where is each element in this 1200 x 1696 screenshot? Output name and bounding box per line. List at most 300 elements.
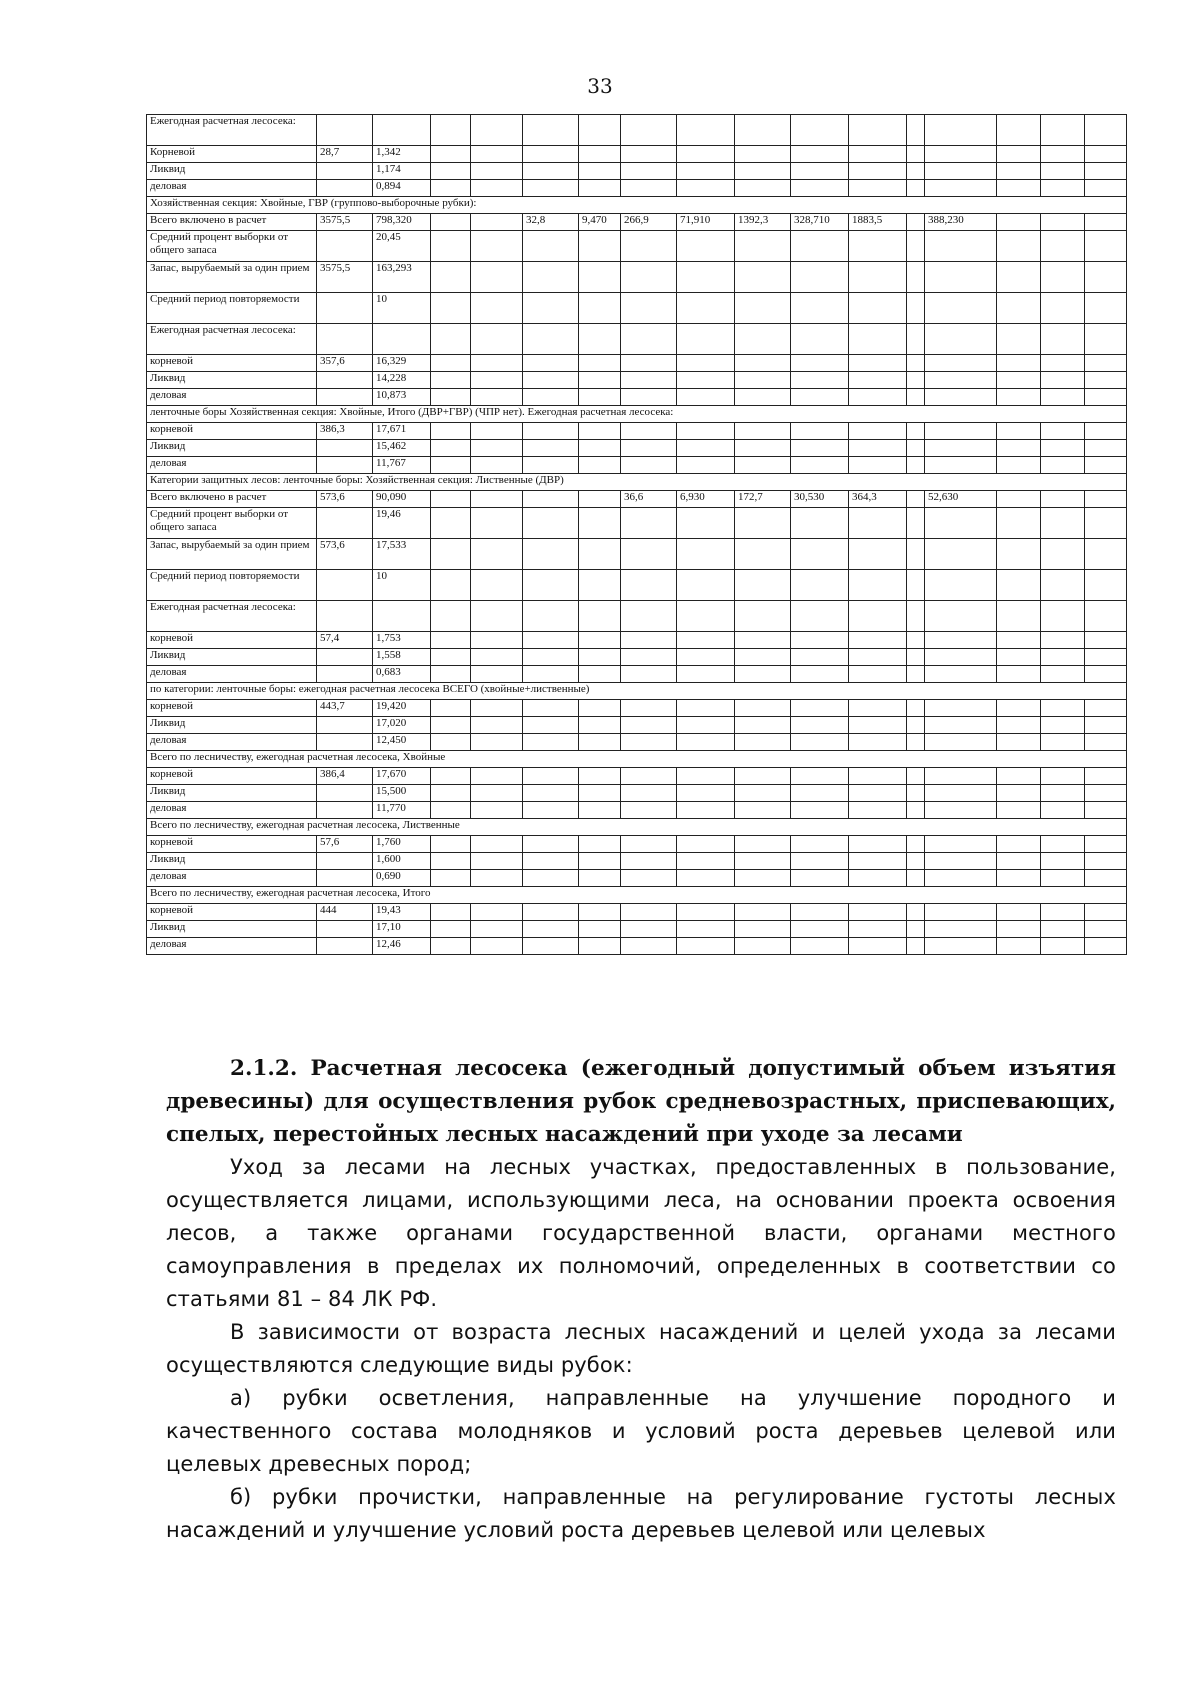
value-cell <box>907 632 925 649</box>
value-cell <box>907 853 925 870</box>
value-cell <box>1041 180 1085 197</box>
value-cell <box>735 389 791 406</box>
value-cell <box>925 372 997 389</box>
value-cell <box>925 262 997 293</box>
value-cell <box>621 921 677 938</box>
value-cell: 1883,5 <box>849 214 907 231</box>
value-cell <box>791 262 849 293</box>
value-cell <box>1041 163 1085 180</box>
value-cell <box>925 870 997 887</box>
value-cell <box>791 717 849 734</box>
value-cell <box>621 423 677 440</box>
value-cell <box>621 146 677 163</box>
value-cell <box>317 508 373 539</box>
value-cell <box>997 262 1041 293</box>
value-cell <box>849 700 907 717</box>
value-cell <box>735 355 791 372</box>
value-cell <box>677 508 735 539</box>
value-cell <box>791 921 849 938</box>
table-section-row <box>147 406 1127 423</box>
value-cell <box>997 870 1041 887</box>
value-cell <box>925 180 997 197</box>
value-cell <box>431 146 471 163</box>
table-row <box>147 836 1127 853</box>
value-cell <box>471 836 523 853</box>
value-cell <box>621 870 677 887</box>
table-row <box>147 355 1127 372</box>
value-cell <box>907 146 925 163</box>
row-label-cell: корневой <box>147 423 317 440</box>
value-cell <box>907 372 925 389</box>
value-cell <box>471 785 523 802</box>
value-cell <box>925 389 997 406</box>
value-cell <box>735 700 791 717</box>
value-cell <box>621 853 677 870</box>
value-cell <box>1041 717 1085 734</box>
value-cell <box>621 115 677 146</box>
value-cell <box>579 389 621 406</box>
value-cell <box>907 262 925 293</box>
value-cell <box>523 836 579 853</box>
paragraph: а) рубки осветления, направленные на улучшение породного и качественного состава молодняков и условий роста деревьев целевой или целевых древесных пород; <box>166 1386 1116 1476</box>
value-cell <box>849 717 907 734</box>
value-cell <box>523 921 579 938</box>
row-label-cell: Средний период повторяемости <box>147 570 317 601</box>
value-cell <box>579 262 621 293</box>
value-cell <box>523 717 579 734</box>
value-cell <box>523 491 579 508</box>
value-cell <box>997 355 1041 372</box>
value-cell: 0,683 <box>373 666 431 683</box>
value-cell <box>849 180 907 197</box>
value-cell <box>791 666 849 683</box>
table-section-row <box>147 197 1127 214</box>
value-cell: 573,6 <box>317 539 373 570</box>
value-cell <box>471 570 523 601</box>
table-row <box>147 570 1127 601</box>
table-row <box>147 231 1127 262</box>
value-cell <box>849 231 907 262</box>
value-cell <box>471 324 523 355</box>
table-row <box>147 632 1127 649</box>
value-cell <box>677 836 735 853</box>
value-cell <box>471 632 523 649</box>
value-cell <box>431 768 471 785</box>
row-label-cell: Ликвид <box>147 853 317 870</box>
value-cell <box>579 423 621 440</box>
value-cell <box>677 666 735 683</box>
value-cell <box>579 539 621 570</box>
value-cell <box>1041 666 1085 683</box>
value-cell <box>677 539 735 570</box>
value-cell <box>791 508 849 539</box>
value-cell: 443,7 <box>317 700 373 717</box>
value-cell <box>471 423 523 440</box>
row-label-cell: Ежегодная расчетная лесосека: <box>147 601 317 632</box>
value-cell <box>373 115 431 146</box>
value-cell <box>907 904 925 921</box>
value-cell: 30,530 <box>791 491 849 508</box>
value-cell <box>471 649 523 666</box>
value-cell <box>317 802 373 819</box>
value-cell <box>907 539 925 570</box>
value-cell <box>907 214 925 231</box>
value-cell: 1392,3 <box>735 214 791 231</box>
value-cell <box>523 389 579 406</box>
value-cell <box>579 163 621 180</box>
value-cell <box>523 440 579 457</box>
value-cell <box>1085 853 1127 870</box>
value-cell <box>791 649 849 666</box>
value-cell <box>735 717 791 734</box>
value-cell <box>925 293 997 324</box>
value-cell <box>317 938 373 955</box>
value-cell <box>907 163 925 180</box>
value-cell <box>317 440 373 457</box>
value-cell <box>925 836 997 853</box>
table-section-row <box>147 887 1127 904</box>
value-cell <box>791 870 849 887</box>
value-cell <box>431 700 471 717</box>
value-cell <box>317 115 373 146</box>
value-cell <box>677 262 735 293</box>
value-cell <box>997 700 1041 717</box>
value-cell: 9,470 <box>579 214 621 231</box>
value-cell <box>1041 570 1085 601</box>
value-cell <box>677 802 735 819</box>
value-cell <box>925 423 997 440</box>
value-cell <box>1041 768 1085 785</box>
value-cell: 386,4 <box>317 768 373 785</box>
value-cell <box>431 870 471 887</box>
value-cell <box>431 632 471 649</box>
value-cell <box>621 180 677 197</box>
row-label-cell: деловая <box>147 666 317 683</box>
value-cell <box>791 163 849 180</box>
value-cell <box>997 163 1041 180</box>
value-cell <box>579 146 621 163</box>
table-section-row <box>147 751 1127 768</box>
value-cell <box>471 115 523 146</box>
value-cell <box>523 355 579 372</box>
value-cell <box>677 938 735 955</box>
value-cell: 57,4 <box>317 632 373 649</box>
value-cell <box>1041 921 1085 938</box>
table-row <box>147 904 1127 921</box>
value-cell <box>317 649 373 666</box>
value-cell: 90,090 <box>373 491 431 508</box>
allowable-cut-table <box>146 114 1127 955</box>
value-cell: 16,329 <box>373 355 431 372</box>
value-cell <box>621 372 677 389</box>
value-cell <box>925 115 997 146</box>
value-cell <box>471 440 523 457</box>
table-row <box>147 785 1127 802</box>
value-cell <box>925 163 997 180</box>
value-cell <box>523 700 579 717</box>
value-cell <box>579 632 621 649</box>
value-cell <box>373 324 431 355</box>
row-label-cell: Всего включено в расчет <box>147 491 317 508</box>
value-cell <box>907 938 925 955</box>
table-row <box>147 700 1127 717</box>
value-cell: 444 <box>317 904 373 921</box>
row-label-cell: Ликвид <box>147 440 317 457</box>
value-cell <box>907 649 925 666</box>
value-cell: 15,500 <box>373 785 431 802</box>
value-cell <box>1041 938 1085 955</box>
value-cell <box>317 231 373 262</box>
value-cell <box>735 802 791 819</box>
value-cell <box>849 457 907 474</box>
value-cell <box>735 570 791 601</box>
value-cell <box>677 440 735 457</box>
section-text <box>166 1052 1116 1547</box>
value-cell <box>471 146 523 163</box>
value-cell <box>1041 836 1085 853</box>
value-cell <box>621 734 677 751</box>
value-cell <box>1085 785 1127 802</box>
value-cell <box>621 508 677 539</box>
table-row <box>147 324 1127 355</box>
row-label-cell: деловая <box>147 870 317 887</box>
value-cell <box>791 324 849 355</box>
value-cell <box>1041 601 1085 632</box>
value-cell <box>677 355 735 372</box>
value-cell <box>471 734 523 751</box>
value-cell <box>677 785 735 802</box>
value-cell <box>907 491 925 508</box>
value-cell <box>735 734 791 751</box>
value-cell: 17,10 <box>373 921 431 938</box>
value-cell <box>431 324 471 355</box>
value-cell <box>791 355 849 372</box>
value-cell <box>621 666 677 683</box>
value-cell <box>997 146 1041 163</box>
table-row <box>147 423 1127 440</box>
section-title-cell: Всего по лесничеству, ежегодная расчетная лесосека, Лиственные <box>147 819 1127 836</box>
value-cell <box>791 180 849 197</box>
value-cell <box>907 570 925 601</box>
value-cell <box>579 293 621 324</box>
value-cell <box>621 632 677 649</box>
section-title-cell: Хозяйственная секция: Хвойные, ГВР (группово-выборочные рубки): <box>147 197 1127 214</box>
value-cell <box>925 802 997 819</box>
value-cell <box>523 632 579 649</box>
row-label-cell: корневой <box>147 836 317 853</box>
value-cell <box>907 666 925 683</box>
value-cell <box>431 853 471 870</box>
value-cell <box>471 163 523 180</box>
value-cell <box>735 180 791 197</box>
value-cell <box>621 836 677 853</box>
value-cell <box>677 389 735 406</box>
value-cell <box>849 372 907 389</box>
value-cell <box>579 372 621 389</box>
value-cell <box>791 632 849 649</box>
value-cell <box>791 231 849 262</box>
value-cell <box>523 508 579 539</box>
row-label-cell: Ликвид <box>147 649 317 666</box>
value-cell <box>523 262 579 293</box>
value-cell <box>579 649 621 666</box>
value-cell <box>621 440 677 457</box>
value-cell <box>907 717 925 734</box>
value-cell <box>925 700 997 717</box>
value-cell <box>431 440 471 457</box>
value-cell <box>1085 180 1127 197</box>
table-row <box>147 440 1127 457</box>
value-cell <box>791 601 849 632</box>
row-label-cell: деловая <box>147 389 317 406</box>
table-row <box>147 870 1127 887</box>
value-cell <box>1085 372 1127 389</box>
row-label-cell: Средний процент выборки от общего запаса <box>147 231 317 262</box>
value-cell <box>579 853 621 870</box>
table-body <box>147 115 1127 955</box>
value-cell <box>1041 539 1085 570</box>
value-cell <box>1085 666 1127 683</box>
value-cell <box>735 836 791 853</box>
value-cell: 1,342 <box>373 146 431 163</box>
value-cell <box>735 293 791 324</box>
value-cell <box>997 231 1041 262</box>
value-cell: 19,420 <box>373 700 431 717</box>
value-cell <box>1041 355 1085 372</box>
value-cell <box>907 870 925 887</box>
page-number: 33 <box>587 74 613 98</box>
value-cell <box>431 372 471 389</box>
value-cell <box>317 180 373 197</box>
table-section-row <box>147 819 1127 836</box>
row-label-cell: корневой <box>147 355 317 372</box>
value-cell <box>907 293 925 324</box>
value-cell <box>579 601 621 632</box>
value-cell <box>431 570 471 601</box>
value-cell: 14,228 <box>373 372 431 389</box>
value-cell <box>579 717 621 734</box>
value-cell <box>431 921 471 938</box>
value-cell: 357,6 <box>317 355 373 372</box>
value-cell <box>791 372 849 389</box>
value-cell <box>997 324 1041 355</box>
value-cell: 19,46 <box>373 508 431 539</box>
value-cell <box>1085 768 1127 785</box>
value-cell <box>997 666 1041 683</box>
value-cell <box>471 372 523 389</box>
value-cell <box>1041 700 1085 717</box>
value-cell <box>849 649 907 666</box>
value-cell <box>907 423 925 440</box>
value-cell <box>317 389 373 406</box>
value-cell <box>677 921 735 938</box>
value-cell <box>431 262 471 293</box>
value-cell <box>997 423 1041 440</box>
value-cell <box>849 601 907 632</box>
value-cell <box>1085 440 1127 457</box>
value-cell <box>317 853 373 870</box>
value-cell <box>907 180 925 197</box>
value-cell <box>1041 870 1085 887</box>
value-cell <box>1085 457 1127 474</box>
value-cell <box>997 389 1041 406</box>
row-label-cell: Средний период повторяемости <box>147 293 317 324</box>
value-cell <box>523 293 579 324</box>
value-cell <box>621 539 677 570</box>
value-cell <box>523 649 579 666</box>
value-cell <box>471 457 523 474</box>
value-cell <box>431 423 471 440</box>
value-cell <box>735 423 791 440</box>
table-row <box>147 508 1127 539</box>
value-cell <box>523 423 579 440</box>
value-cell <box>677 231 735 262</box>
value-cell <box>849 921 907 938</box>
value-cell: 3575,5 <box>317 262 373 293</box>
value-cell: 10 <box>373 293 431 324</box>
value-cell: 36,6 <box>621 491 677 508</box>
value-cell <box>1041 853 1085 870</box>
value-cell <box>471 508 523 539</box>
value-cell <box>791 389 849 406</box>
value-cell: 20,45 <box>373 231 431 262</box>
value-cell <box>1085 601 1127 632</box>
value-cell: 328,710 <box>791 214 849 231</box>
value-cell <box>791 700 849 717</box>
table-row <box>147 768 1127 785</box>
value-cell <box>431 666 471 683</box>
table-row <box>147 180 1127 197</box>
value-cell <box>621 649 677 666</box>
value-cell <box>849 146 907 163</box>
row-label-cell: Средний процент выборки от общего запаса <box>147 508 317 539</box>
value-cell <box>907 389 925 406</box>
value-cell <box>523 938 579 955</box>
value-cell <box>1041 785 1085 802</box>
value-cell <box>621 389 677 406</box>
value-cell <box>735 938 791 955</box>
value-cell <box>621 717 677 734</box>
value-cell <box>849 163 907 180</box>
value-cell: 10 <box>373 570 431 601</box>
value-cell <box>997 853 1041 870</box>
value-cell <box>523 785 579 802</box>
value-cell <box>431 389 471 406</box>
value-cell <box>471 491 523 508</box>
value-cell <box>677 649 735 666</box>
value-cell <box>523 539 579 570</box>
value-cell: 17,671 <box>373 423 431 440</box>
value-cell <box>579 938 621 955</box>
value-cell <box>735 539 791 570</box>
value-cell <box>471 768 523 785</box>
value-cell <box>997 491 1041 508</box>
value-cell <box>907 457 925 474</box>
value-cell <box>907 324 925 355</box>
value-cell <box>735 666 791 683</box>
value-cell <box>431 508 471 539</box>
section-title-cell: по категории: ленточные боры: ежегодная расчетная лесосека ВСЕГО (хвойные+лиственные) <box>147 683 1127 700</box>
value-cell <box>849 324 907 355</box>
value-cell <box>735 853 791 870</box>
value-cell: 17,020 <box>373 717 431 734</box>
value-cell <box>523 324 579 355</box>
value-cell: 11,770 <box>373 802 431 819</box>
value-cell <box>677 632 735 649</box>
value-cell <box>677 457 735 474</box>
value-cell <box>849 938 907 955</box>
table-row <box>147 491 1127 508</box>
